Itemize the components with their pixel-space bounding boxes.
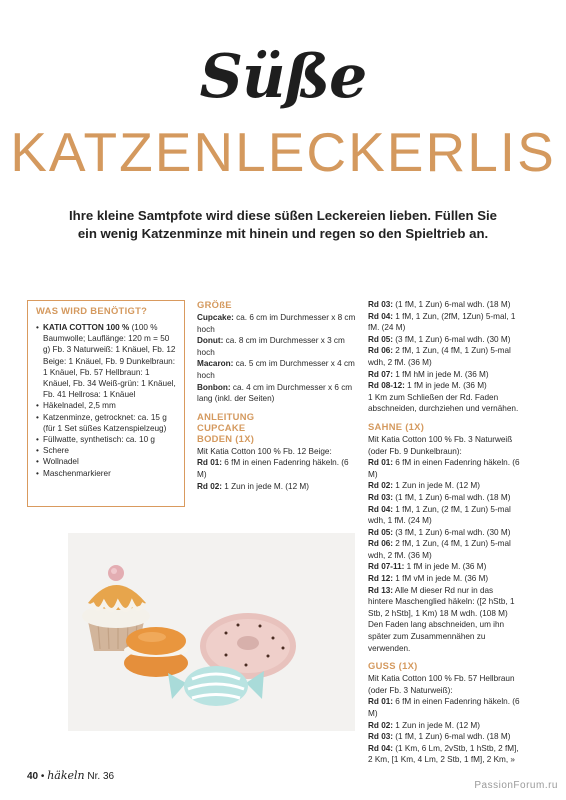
sizes-heading: GRÖßE <box>197 299 232 310</box>
guss-heading: GUSS (1X) <box>368 660 418 672</box>
instruction-line: Rd 08-12: 1 fM in jede M. (36 M) <box>368 381 487 391</box>
instruction-line: Rd 03: (1 fM, 1 Zun) 6-mal wdh. (18 M) <box>368 732 511 742</box>
material-item: • Füllwatte, synthetisch: ca. 10 g <box>36 434 178 445</box>
sahne-heading: SAHNE (1X) <box>368 420 425 432</box>
material-item: • Katzenminze, getrocknet: ca. 15 g (für 1 Set süßes Katzenspielzeug) <box>36 412 178 434</box>
issue-number: Nr. 36 <box>87 771 115 782</box>
material-item: • KATIA COTTON 100 % (100 % Baumwolle; Lauflänge: 120 m = 50 g) Fb. 3 Naturweiß: 1 Knäuel, Fb. 12 Beige: 1 Knäuel, Fb. 9 Dunkelbraun: 1 Knäuel, Fb. 57 Hellbraun: 1 Knäuel, Fb. 34 Weiß-grün: 1 Knäuel, Fb. 41 Hellrosa: 1 Knäuel <box>36 322 178 400</box>
instruction-line: Rd 07: 1 fM hM in jede M. (36 M) <box>368 369 489 379</box>
instruction-line: Rd 04: 1 fM, 1 Zun, (2 fM, 1 Zun) 5-mal wdh, 1 fM. (24 M) <box>368 504 511 526</box>
instruction-line: Mit Katia Cotton 100 % Fb. 3 Naturweiß (oder Fb. 9 Dunkelbraun): <box>368 434 513 456</box>
instruction-line: Mit Katia Cotton 100 % Fb. 57 Hellbraun (oder Fb. 3 Naturweiß): <box>368 674 515 695</box>
instruction-line: Rd 03: (1 fM, 1 Zun) 6-mal wdh. (18 M) <box>368 300 511 309</box>
instruction-line: Rd 12: 1 fM vM in jede M. (36 M) <box>368 574 489 584</box>
sahne-lines <box>368 434 520 654</box>
instruction-line: Rd 01: 6 fM in einen Fadenring häkeln. (6 M) <box>368 458 520 479</box>
instruction-line: Rd 03: (1 fM, 1 Zun) 6-mal wdh. (18 M) <box>368 492 511 502</box>
size-line: Donut: ca. 8 cm im Durchmesser x 3 cm hoch <box>197 336 345 357</box>
instruction-line: Rd 02: 1 Zun in jede M. (12 M) <box>368 481 480 491</box>
instruction-line: 1 Km zum Schließen der Rd. Faden abschneiden, durchziehen und vernähen. <box>368 392 519 414</box>
instructions-heading-2: CUPCAKE <box>197 421 246 433</box>
title-script: Süße <box>199 42 367 112</box>
instructions-lines <box>197 446 357 492</box>
size-line: Cupcake: ca. 6 cm im Durchmesser x 8 cm hoch <box>197 313 356 334</box>
instruction-line: Rd 06: 2 fM, 1 Zun, (4 fM, 1 Zun) 5-mal wdh, 2 fM. (36 M) <box>368 346 511 367</box>
column-2 <box>197 299 357 492</box>
footer-bullet: • <box>40 771 45 782</box>
instruction-line: Rd 01: 6 fM in einen Fadenring häkeln. (6 M) <box>368 697 520 718</box>
size-line: Bonbon: ca. 4 cm im Durchmesser x 6 cm lang (inkl. der Seiten) <box>197 382 353 404</box>
instruction-line: Rd 01: 6 fM in einen Fadenring häkeln. (6 M) <box>197 458 349 479</box>
page-title: KATZENLECKERLIS <box>10 121 556 183</box>
instruction-line: Rd 05: (3 fM, 1 Zun) 6-mal wdh. (30 M) <box>368 527 511 537</box>
instruction-line: Rd 06: 2 fM, 1 Zun, (4 fM, 1 Zun) 5-mal wdh, 2 fM. (36 M) <box>368 539 511 560</box>
instruction-line: Mit Katia Cotton 100 % Fb. 12 Beige: <box>197 446 332 456</box>
size-line: Macaron: ca. 5 cm im Durchmesser x 4 cm hoch <box>197 359 355 380</box>
intro-text: Ihre kleine Samtpfote wird diese süßen Leckereien lieben. Füllen Sie ein wenig Katzenminze mit hinein und regen so den Spieltrieb an. <box>69 208 497 241</box>
sizes-lines <box>197 312 357 405</box>
material-item: • Schere <box>36 445 178 456</box>
page-footer <box>27 770 114 783</box>
instruction-line: Rd 04: (1 Km, 6 Lm, 2vStb, 1 hStb, 2 fM], 2 Km, [1 Km, 4 Lm, 2 Stb, 1 fM], 2 Km, » <box>368 743 519 765</box>
materials-box <box>27 300 185 507</box>
guss-lines <box>368 673 520 766</box>
material-item: • Maschenmarkierer <box>36 468 178 479</box>
instruction-line: Rd 13: Alle M dieser Rd nur in das hintere Maschenglied häkeln: ([2 hStb, 1 Stb, 2 hStb], 1 Km) 18 M wdh. (108 M) <box>368 585 515 618</box>
material-item: • Wollnadel <box>36 456 178 467</box>
watermark: PassionForum.ru <box>474 780 558 791</box>
cupcake-rounds <box>368 299 520 415</box>
instructions-heading-3: BODEN (1X) <box>197 432 255 444</box>
column-3 <box>368 299 520 766</box>
instruction-line: Rd 02: 1 Zun in jede M. (12 M) <box>197 481 309 491</box>
instruction-line: Den Faden lang abschneiden, um ihn später zum Zusammennähen zu verwenden. <box>368 620 505 653</box>
product-photo <box>68 533 355 731</box>
materials-list <box>36 322 178 479</box>
materials-heading: WAS WIRD BENÖTIGT? <box>36 305 148 316</box>
instruction-line: Rd 05: (3 fM, 1 Zun) 6-mal wdh. (30 M) <box>368 334 511 344</box>
instructions-heading-1: ANLEITUNG <box>197 410 255 422</box>
instruction-line: Rd 07-11: 1 fM in jede M. (36 M) <box>368 562 487 572</box>
magazine-brand: häkeln <box>47 769 85 782</box>
material-item: • Häkelnadel, 2,5 mm <box>36 400 178 411</box>
instruction-line: Rd 02: 1 Zun in jede M. (12 M) <box>368 720 480 730</box>
page-number: 40 <box>27 771 39 782</box>
instruction-line: Rd 04: 1 fM, 1 Zun, (2fM, 1Zun) 5-mal, 1 fM. (24 M) <box>368 311 516 333</box>
